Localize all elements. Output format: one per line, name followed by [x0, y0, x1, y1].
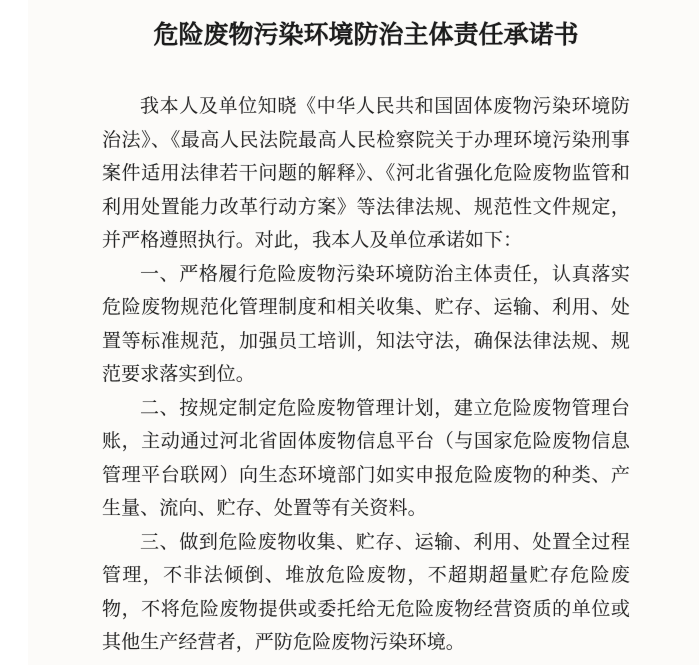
document-title: 危险废物污染环境防治主体责任承诺书 [153, 22, 579, 49]
document-body [0, 90, 699, 660]
paragraph-commitment-3: 三、做到危险废物收集、贮存、运输、利用、处置全过程管理，不非法倾倒、堆放危险废物，不超期超量贮存危险废物，不将危险废物提供或委托给无危险废物经营资质的单位或其他生产经营者，严防危险废物污染环境。 [102, 531, 630, 653]
paragraph-commitment-2: 二、按规定制定危险废物管理计划，建立危险废物管理台账，主动通过河北省固体废物信息平台（与国家危险废物信息管理平台联网）向生态环境部门如实申报危险废物的种类、产生量、流向、贮存、处置等有关资料。 [102, 397, 630, 519]
paragraph-commitment-1: 一、严格履行危险废物污染环境防治主体责任，认真落实危险废物规范化管理制度和相关收集、贮存、运输、利用、处置等标准规范，加强员工培训，知法守法，确保法律法规、规范要求落实到位。 [102, 263, 630, 385]
paragraph-intro: 我本人及单位知晓《中华人民共和国固体废物污染环境防治法》、《最高人民法院最高人民检察院关于办理环境污染刑事案件适用法律若干问题的解释》、《河北省强化危险废物监管和利用处置能力改革行动方案》等法律法规、规范性文件规定，并严格遵照执行。对此，我本人及单位承诺如下： [102, 96, 630, 251]
